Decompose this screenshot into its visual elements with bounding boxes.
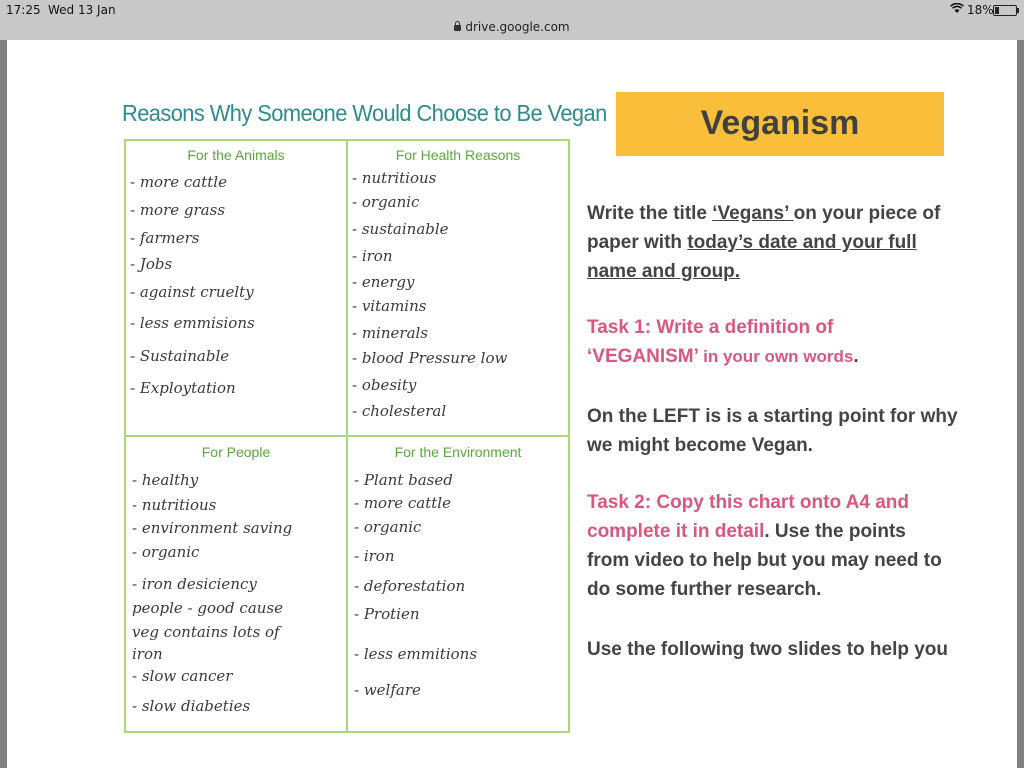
list-item: - minerals: [352, 324, 429, 342]
task-1-term: ‘VEGANISM’: [587, 346, 704, 367]
list-item: - environment saving: [132, 519, 293, 537]
list-item: - more grass: [130, 201, 226, 219]
status-bar: [0, 0, 1024, 40]
slide-page: [7, 40, 1017, 768]
left-note: [587, 402, 958, 460]
list-item: - more cattle: [130, 173, 227, 191]
list-item: - against cruelty: [130, 283, 254, 301]
heading-people: For People: [201, 444, 271, 460]
task-1-heading: Task 1: Write a definition of: [587, 317, 834, 338]
list-item: - obesity: [352, 376, 417, 394]
battery-percentage: 18%: [967, 3, 994, 17]
list-item: - energy: [352, 273, 415, 291]
left-note-line: we might become Vegan.: [587, 435, 813, 456]
task-2-emphasis: complete it in detail: [587, 521, 765, 542]
list-item: - blood Pressure low: [352, 349, 508, 367]
list-item: - less emmisions: [130, 314, 255, 332]
list-item: - organic: [352, 193, 420, 211]
intro-text: paper with: [587, 232, 688, 253]
list-item: - cholesteral: [352, 402, 447, 420]
list-item: - slow diabeties: [132, 697, 251, 715]
list-item: - sustainable: [352, 220, 449, 238]
task-2-text: from video to help but you may need to: [587, 550, 942, 571]
task-1: [587, 313, 859, 371]
list-item: - nutritious: [132, 496, 217, 514]
date: Wed 13 Jan: [48, 3, 116, 17]
list-item: - Jobs: [130, 255, 173, 273]
list-item: - farmers: [130, 229, 200, 247]
list-item: people - good cause: [132, 599, 284, 617]
intro-name: name and group.: [587, 261, 741, 282]
task-2-text: do some further research.: [587, 579, 822, 600]
intro-vegans: ‘Vegans’: [712, 203, 794, 224]
intro-date: today’s date and your full: [687, 232, 917, 253]
list-item: - organic: [132, 543, 200, 561]
intro-text: Write the title: [587, 203, 713, 224]
task-2: [587, 488, 942, 604]
task-1-text: in your own words: [703, 347, 854, 366]
intro-text: on your piece of: [793, 203, 941, 224]
title-banner: [616, 92, 944, 156]
battery-icon: [993, 5, 1017, 16]
footer-note: Use the following two slides to help you: [587, 639, 949, 660]
list-item: - iron: [354, 547, 395, 565]
list-item: - less emmitions: [354, 645, 478, 663]
heading-animals: For the Animals: [187, 147, 285, 163]
list-item: - Protien: [354, 605, 420, 623]
url-text[interactable]: drive.google.com: [465, 20, 570, 34]
chart-divider-horizontal: [126, 435, 568, 437]
list-item: - more cattle: [354, 494, 451, 512]
wifi-icon: [950, 3, 964, 17]
list-item: - iron desiciency: [132, 575, 257, 593]
heading-environment: For the Environment: [394, 444, 522, 460]
clock: 17:25: [6, 3, 41, 17]
battery-level: [995, 7, 999, 14]
task-2-heading: Task 2: Copy this chart onto A4 and: [587, 492, 909, 513]
task-1-period: .: [853, 346, 859, 367]
list-item: - vitamins: [352, 297, 427, 315]
left-note-line: On the LEFT is is a starting point for why: [587, 406, 958, 427]
list-item: - Sustainable: [130, 347, 230, 365]
list-item: - slow cancer: [132, 667, 233, 685]
task-2-text: . Use the points: [764, 521, 906, 542]
lock-icon: [454, 25, 461, 31]
list-item: - Plant based: [354, 471, 453, 489]
list-item: - organic: [354, 518, 422, 536]
list-item: - iron: [352, 247, 393, 265]
intro-instructions: [587, 199, 940, 286]
address-bar[interactable]: [0, 20, 1024, 34]
list-item: - Exploytation: [130, 379, 236, 397]
list-item: - welfare: [354, 681, 421, 699]
chart-title: Reasons Why Someone Would Choose to Be Vegan: [122, 100, 607, 126]
slide-title: Veganism: [700, 104, 860, 142]
list-item: iron: [132, 645, 163, 663]
list-item: - healthy: [132, 471, 199, 489]
list-item: - deforestation: [354, 577, 466, 595]
list-item: veg contains lots of: [132, 623, 280, 641]
reasons-chart: [124, 139, 570, 733]
heading-health: For Health Reasons: [395, 147, 521, 163]
list-item: - nutritious: [352, 169, 437, 187]
